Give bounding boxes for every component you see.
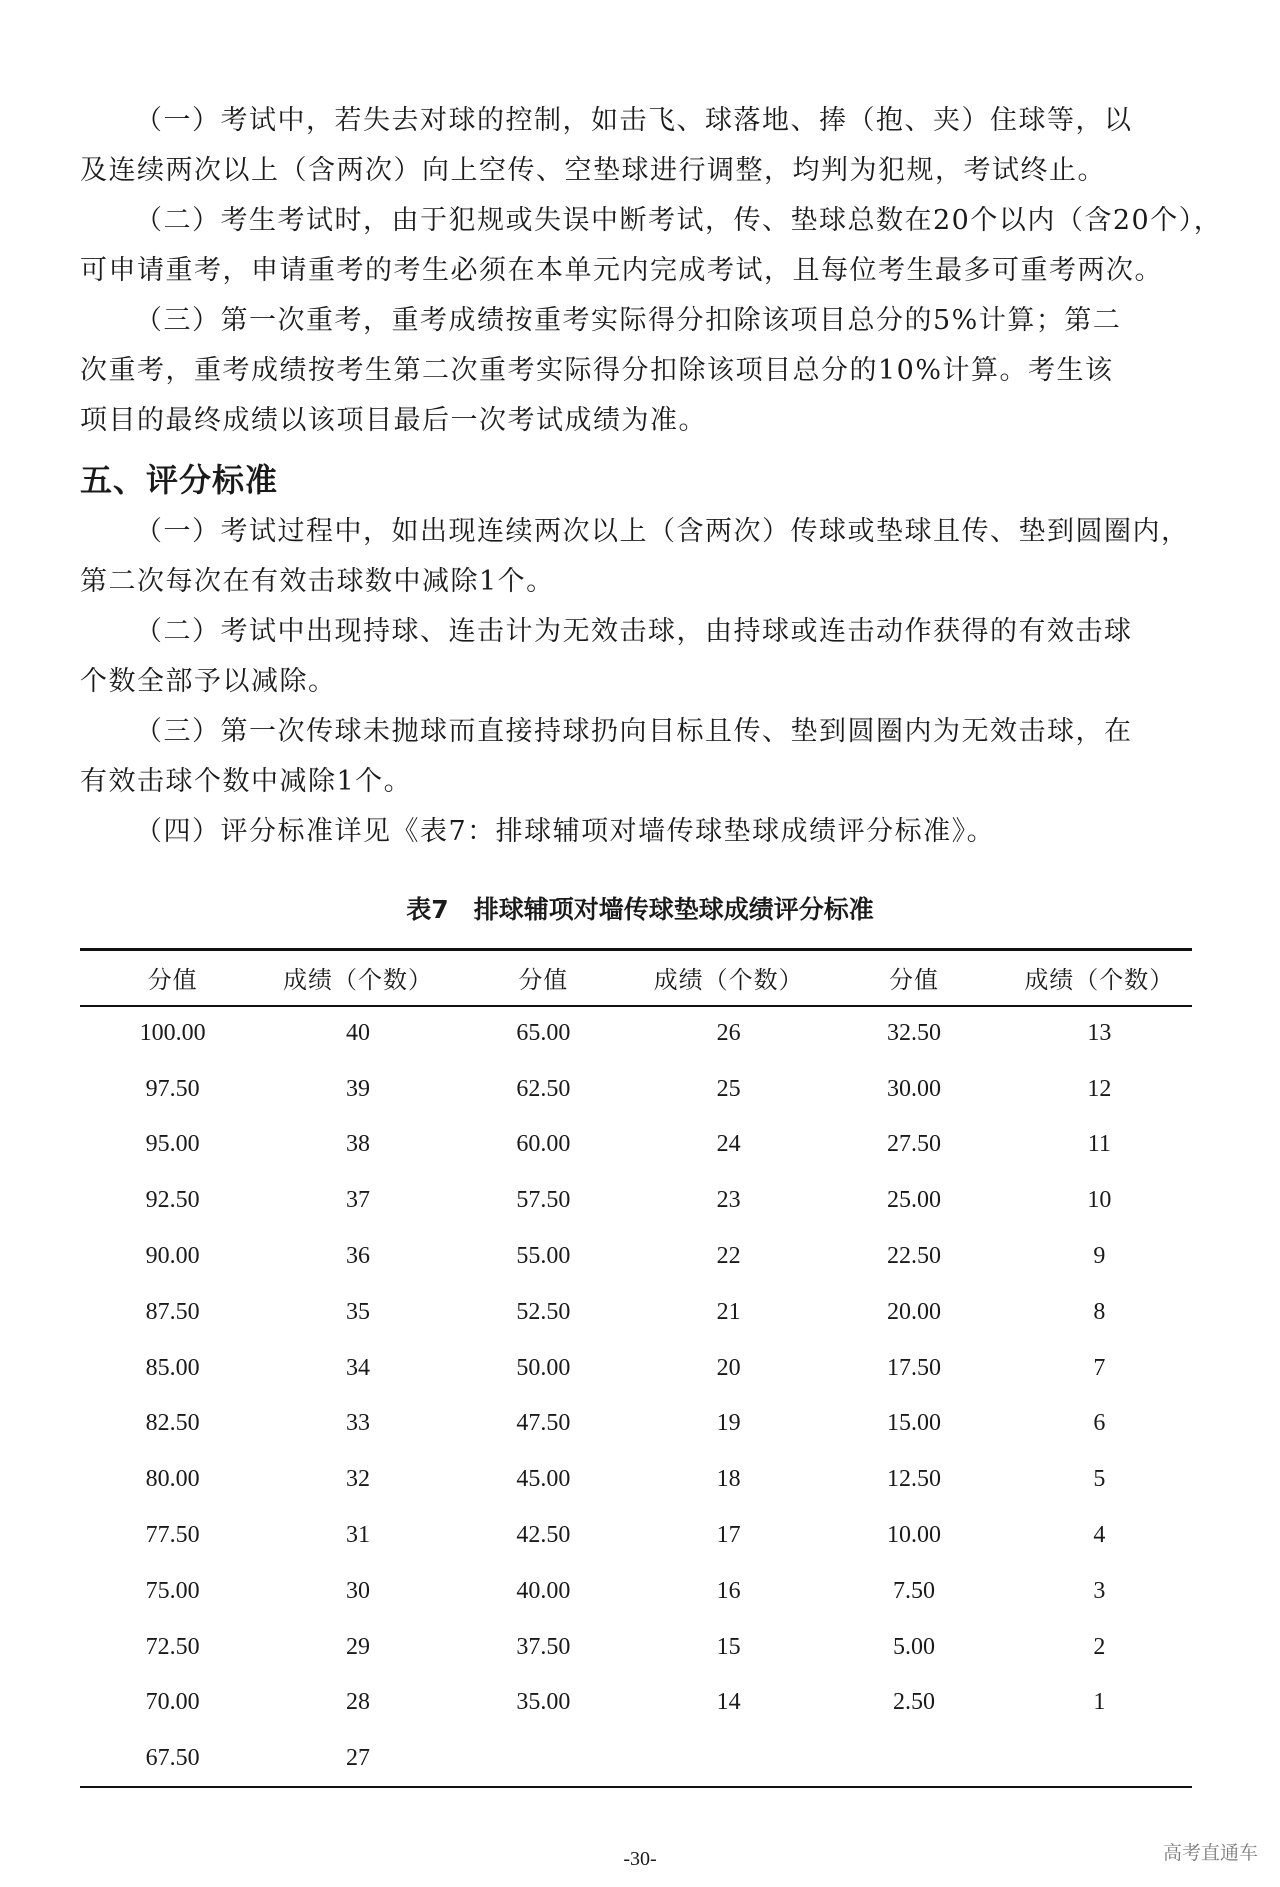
table-cell: 18 bbox=[716, 1466, 741, 1493]
text-line: （二）考生考试时，由于犯规或失误中断考试，传、垫球总数在20个以内（含20个）， bbox=[135, 205, 1223, 236]
table-row bbox=[80, 1117, 1192, 1173]
table-cell: 27 bbox=[345, 1744, 370, 1771]
table-cell: 87.50 bbox=[145, 1298, 200, 1325]
table-cell: 24 bbox=[716, 1131, 741, 1158]
text-line: 及连续两次以上（含两次）向上空传、空垫球进行调整，均判为犯规，考试终止。 bbox=[80, 155, 1106, 186]
table-cell: 15.00 bbox=[886, 1410, 941, 1437]
table-cell: 29 bbox=[345, 1633, 370, 1660]
table-cell: 17 bbox=[716, 1522, 741, 1549]
table-cell: 26 bbox=[716, 1020, 741, 1047]
table-cell: 77.50 bbox=[145, 1522, 200, 1549]
text-line: （三）第一次传球未抛球而直接持球扔向目标且传、垫到圆圈内为无效击球，在 bbox=[135, 716, 1133, 747]
score-table bbox=[80, 948, 1192, 1788]
table-cell: 65.00 bbox=[516, 1020, 571, 1047]
table-cell bbox=[821, 1731, 1006, 1787]
table-cell bbox=[451, 1731, 636, 1787]
table-cell: 17.50 bbox=[886, 1354, 941, 1381]
table-cell: 22 bbox=[716, 1243, 741, 1270]
table-cell: 27.50 bbox=[886, 1131, 941, 1158]
table-cell: 11 bbox=[1087, 1131, 1111, 1158]
table-cell: 75.00 bbox=[145, 1577, 200, 1604]
table-cell: 5 bbox=[1093, 1466, 1106, 1493]
table-cell bbox=[636, 1731, 821, 1787]
table-cell: 19 bbox=[716, 1410, 741, 1437]
table-cell: 40 bbox=[345, 1020, 370, 1047]
table-cell: 10 bbox=[1087, 1187, 1112, 1214]
table-cell: 30 bbox=[345, 1577, 370, 1604]
table-row bbox=[80, 1508, 1192, 1564]
table-cell: 23 bbox=[716, 1187, 741, 1214]
table-cell: 35 bbox=[345, 1298, 370, 1325]
watermark: 高考直通车 bbox=[1162, 1842, 1258, 1864]
table-cell: 13 bbox=[1087, 1020, 1112, 1047]
text-line: 个数全部予以减除。 bbox=[80, 666, 337, 697]
column-header: 分值 bbox=[518, 966, 569, 995]
table-cell: 8 bbox=[1093, 1298, 1106, 1325]
table-cell: 20.00 bbox=[886, 1298, 941, 1325]
table-cell: 97.50 bbox=[145, 1075, 200, 1102]
table-cell: 92.50 bbox=[145, 1187, 200, 1214]
table-cell: 60.00 bbox=[516, 1131, 571, 1158]
table-cell: 100.00 bbox=[139, 1020, 206, 1047]
text-line: （二）考试中出现持球、连击计为无效击球，由持球或连击动作获得的有效击球 bbox=[135, 616, 1133, 647]
table-cell: 20 bbox=[716, 1354, 741, 1381]
table-cell: 52.50 bbox=[516, 1298, 571, 1325]
table-cell: 33 bbox=[345, 1410, 370, 1437]
table-cell: 31 bbox=[345, 1522, 370, 1549]
table-cell: 50.00 bbox=[516, 1354, 571, 1381]
table-cell: 1 bbox=[1093, 1689, 1106, 1716]
table-cell: 15 bbox=[716, 1633, 741, 1660]
table-cell: 2.50 bbox=[892, 1689, 935, 1716]
table-row bbox=[80, 1229, 1192, 1285]
table-row bbox=[80, 1284, 1192, 1340]
table-row bbox=[80, 1396, 1192, 1452]
table-row bbox=[80, 1452, 1192, 1508]
column-header: 成绩（个数） bbox=[1024, 966, 1175, 995]
table-cell: 30.00 bbox=[886, 1075, 941, 1102]
table-body bbox=[80, 1006, 1192, 1787]
table-cell: 9 bbox=[1093, 1243, 1106, 1270]
table-cell: 70.00 bbox=[145, 1689, 200, 1716]
table-cell: 5.00 bbox=[892, 1633, 935, 1660]
table-cell: 22.50 bbox=[886, 1243, 941, 1270]
table-cell: 21 bbox=[716, 1298, 741, 1325]
table-cell: 57.50 bbox=[516, 1187, 571, 1214]
table-cell: 62.50 bbox=[516, 1075, 571, 1102]
text-line: 次重考，重考成绩按考生第二次重考实际得分扣除该项目总分的10%计算。考生该 bbox=[80, 355, 1114, 386]
table-cell: 80.00 bbox=[145, 1466, 200, 1493]
text-line: （一）考试中，若失去对球的控制，如击飞、球落地、捧（抱、夹）住球等，以 bbox=[135, 105, 1133, 136]
page-number: -30- bbox=[623, 1848, 657, 1870]
table-cell: 14 bbox=[716, 1689, 741, 1716]
table-row bbox=[80, 1173, 1192, 1229]
text-line: （一）考试过程中，如出现连续两次以上（含两次）传球或垫球且传、垫到圆圈内， bbox=[135, 516, 1190, 547]
table-cell: 90.00 bbox=[145, 1243, 200, 1270]
table-cell: 16 bbox=[716, 1577, 741, 1604]
table-cell: 95.00 bbox=[145, 1131, 200, 1158]
table-cell: 35.00 bbox=[516, 1689, 571, 1716]
text-line: （四）评分标准详见《表7：排球辅项对墙传球垫球成绩评分标准》。 bbox=[135, 816, 996, 847]
table-cell: 40.00 bbox=[516, 1577, 571, 1604]
text-line: （三）第一次重考，重考成绩按重考实际得分扣除该项目总分的5%计算；第二 bbox=[135, 305, 1122, 336]
text-line: 可申请重考，申请重考的考生必须在本单元内完成考试，且每位考生最多可重考两次。 bbox=[80, 255, 1163, 286]
table-cell: 47.50 bbox=[516, 1410, 571, 1437]
column-header: 成绩（个数） bbox=[282, 966, 433, 995]
table-cell: 45.00 bbox=[516, 1466, 571, 1493]
table-cell: 85.00 bbox=[145, 1354, 200, 1381]
table-row bbox=[80, 1340, 1192, 1396]
table-cell: 7.50 bbox=[892, 1577, 935, 1604]
column-header: 分值 bbox=[888, 966, 939, 995]
table-cell: 32.50 bbox=[886, 1020, 941, 1047]
table-row bbox=[80, 1563, 1192, 1619]
table-row bbox=[80, 1061, 1192, 1117]
table-cell: 32 bbox=[345, 1466, 370, 1493]
table-cell: 12.50 bbox=[886, 1466, 941, 1493]
table-cell: 72.50 bbox=[145, 1633, 200, 1660]
table-cell: 39 bbox=[345, 1075, 370, 1102]
text-line: 第二次每次在有效击球数中减除1个。 bbox=[80, 566, 555, 597]
table-cell: 4 bbox=[1093, 1522, 1106, 1549]
table-row bbox=[80, 1619, 1192, 1675]
table-header-row bbox=[80, 950, 1192, 1006]
table-cell: 25 bbox=[716, 1075, 741, 1102]
table-cell: 38 bbox=[345, 1131, 370, 1158]
text-line: 有效击球个数中减除1个。 bbox=[80, 766, 413, 797]
table-cell: 2 bbox=[1093, 1633, 1106, 1660]
table-cell: 82.50 bbox=[145, 1410, 200, 1437]
table-row bbox=[80, 1006, 1192, 1062]
table-cell: 3 bbox=[1093, 1577, 1106, 1604]
table-cell: 42.50 bbox=[516, 1522, 571, 1549]
table-cell: 67.50 bbox=[145, 1744, 200, 1771]
table-cell: 36 bbox=[345, 1243, 370, 1270]
table-title: 表7 排球辅项对墙传球垫球成绩评分标准 bbox=[406, 895, 874, 924]
table-cell: 37 bbox=[345, 1187, 370, 1214]
table-row bbox=[80, 1675, 1192, 1731]
table-cell: 37.50 bbox=[516, 1633, 571, 1660]
table-cell: 7 bbox=[1093, 1354, 1106, 1381]
table-cell: 25.00 bbox=[886, 1187, 941, 1214]
table-cell: 55.00 bbox=[516, 1243, 571, 1270]
column-header: 成绩（个数） bbox=[653, 966, 804, 995]
table-cell: 10.00 bbox=[886, 1522, 941, 1549]
table-cell bbox=[1007, 1731, 1192, 1787]
table-cell: 6 bbox=[1093, 1410, 1106, 1437]
table-row bbox=[80, 1731, 1192, 1787]
table-cell: 28 bbox=[345, 1689, 370, 1716]
table-cell: 34 bbox=[345, 1354, 370, 1381]
column-header: 分值 bbox=[147, 966, 198, 995]
text-line: 项目的最终成绩以该项目最后一次考试成绩为准。 bbox=[80, 405, 707, 436]
table-cell: 12 bbox=[1087, 1075, 1112, 1102]
section-heading: 五、评分标准 bbox=[80, 461, 279, 499]
